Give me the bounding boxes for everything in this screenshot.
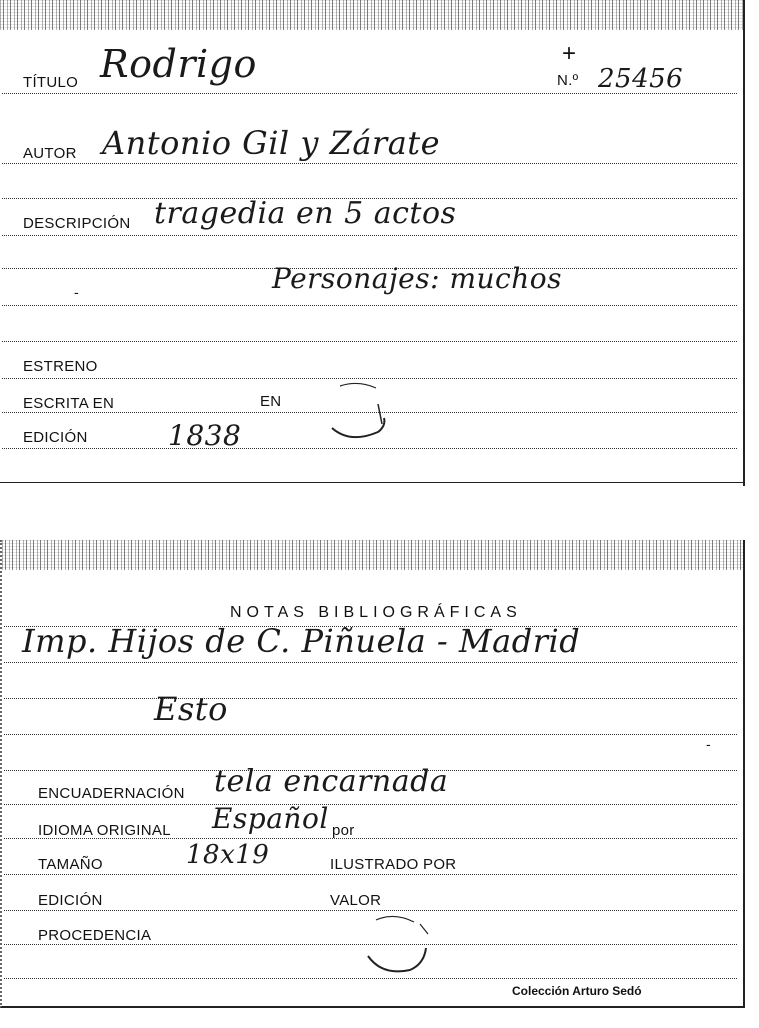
speckled-edge	[0, 0, 743, 30]
descripcion-value: tragedia en 5 actos	[154, 196, 457, 231]
encuadernacion-label: ENCUADERNACIÓN	[38, 785, 185, 802]
ilustrado-label: ILUSTRADO POR	[330, 856, 457, 873]
numero-value: 25456	[598, 64, 684, 94]
notas-heading: NOTAS BIBLIOGRÁFICAS	[230, 604, 522, 621]
encuadernacion-value: tela encarnada	[214, 764, 449, 799]
card-bottom-edge	[0, 482, 743, 483]
dotted-rule	[4, 698, 737, 699]
autor-label: AUTOR	[23, 145, 77, 162]
dash-mark: -	[706, 736, 711, 752]
idioma-label: IDIOMA ORIGINAL	[38, 822, 171, 839]
escrita-label: ESCRITA EN	[23, 395, 115, 412]
numero-mark: +	[562, 40, 577, 67]
dotted-rule	[2, 305, 737, 306]
nota-line-2: Esto	[154, 690, 228, 728]
tamano-value: 18x19	[186, 840, 270, 870]
edicion-value: 1838	[168, 419, 242, 452]
titulo-label: TÍTULO	[23, 74, 79, 91]
titulo-value: Rodrigo	[100, 42, 257, 86]
dotted-rule	[2, 163, 737, 164]
personajes-value: Personajes: muchos	[272, 262, 562, 295]
dotted-rule	[4, 804, 737, 805]
descripcion-label: DESCRIPCIÓN	[23, 215, 131, 232]
estreno-label: ESTRENO	[23, 358, 98, 375]
stamp-mark	[354, 910, 434, 980]
dotted-rule	[4, 874, 737, 875]
autor-value: Antonio Gil y Zárate	[102, 124, 441, 162]
collection-footer: Colección Arturo Sedó	[512, 984, 642, 998]
por-label: por	[332, 822, 355, 839]
en-label: EN	[260, 393, 282, 410]
idioma-value: Español	[212, 802, 329, 835]
dotted-rule	[2, 448, 737, 449]
edicion-label: EDICIÓN	[38, 892, 103, 909]
speckled-edge	[2, 540, 743, 570]
stamp-mark	[318, 378, 390, 446]
valor-label: VALOR	[330, 892, 382, 909]
dotted-rule	[2, 235, 737, 236]
dotted-rule	[4, 734, 737, 735]
dotted-rule	[4, 662, 737, 663]
numero-label: N.º	[557, 72, 579, 89]
catalog-card-front	[0, 0, 745, 486]
dash-mark: -	[74, 284, 79, 300]
nota-line-1: Imp. Hijos de C. Piñuela - Madrid	[22, 622, 581, 660]
procedencia-label: PROCEDENCIA	[38, 927, 152, 944]
catalog-card-back	[0, 540, 745, 1008]
edicion-label: EDICIÓN	[23, 429, 88, 446]
tamano-label: TAMAÑO	[38, 856, 103, 873]
dotted-rule	[2, 341, 737, 342]
